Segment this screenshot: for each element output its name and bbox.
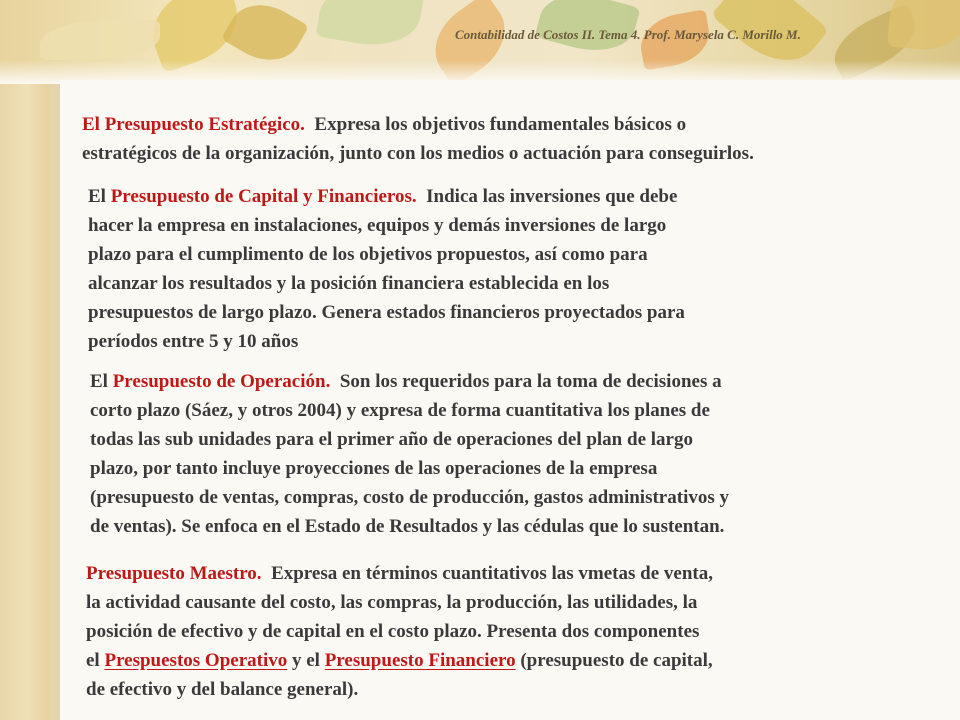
- leaf-decoration: [316, 0, 425, 53]
- text-line: (presupuesto de ventas, compras, costo de producción, gastos administrativos y: [90, 487, 729, 508]
- course-credit: Contabilidad de Costos II. Tema 4. Prof. Marysela C. Morillo M.: [455, 27, 801, 42]
- text-line: alcanzar los resultados y la posición financiera establecida en los: [88, 273, 610, 294]
- paragraph-presupuesto-capital: [88, 182, 888, 356]
- term-prefix: El: [90, 371, 113, 392]
- text-line: de ventas). Se enfoca en el Estado de Resultados y las cédulas que lo sustentan.: [90, 516, 725, 537]
- term-prefix: El: [88, 186, 111, 207]
- text-line: Expresa en términos cuantitativos las vmetas de venta,: [271, 563, 713, 584]
- link-presupuesto-financiero[interactable]: Presupuesto Financiero: [324, 650, 516, 671]
- text-line: todas las sub unidades para el primer año de operaciones del plan de largo: [90, 429, 693, 450]
- leaf-decoration: [40, 20, 160, 60]
- text-line: estratégicos de la organización, junto con los medios o actuación para conseguirlos.: [82, 143, 754, 164]
- term-label: Presupuesto de Operación.: [112, 371, 331, 392]
- text-line: corto plazo (Sáez, y otros 2004) y expresa de forma cuantitativa los planes de: [90, 400, 710, 421]
- text-line: posición de efectivo y de capital en el costo plazo. Presenta dos componentes: [86, 621, 700, 642]
- paragraph-presupuesto-maestro: [86, 559, 931, 704]
- parchment-strip: [0, 0, 60, 720]
- term-label: Presupuesto de Capital y Financieros.: [110, 186, 417, 207]
- text-line: de efectivo y del balance general).: [86, 679, 359, 700]
- paragraph-presupuesto-operacion: [90, 367, 935, 541]
- text-line: plazo para el cumplimento de los objetivos propuestos, así como para: [88, 244, 648, 265]
- text-line: períodos entre 5 y 10 años: [88, 331, 299, 352]
- text-line-pre: el: [86, 650, 105, 671]
- paragraph-presupuesto-estrategico: [82, 110, 952, 168]
- text-line: Son los requeridos para la toma de decisiones a: [339, 371, 722, 392]
- term-label: El Presupuesto Estratégico.: [82, 114, 305, 135]
- text-line: plazo, por tanto incluye proyecciones de las operaciones de la empresa: [90, 458, 658, 479]
- text-line: presupuestos de largo plazo. Genera estados financieros proyectados para: [88, 302, 685, 323]
- banner-fade: [0, 60, 960, 84]
- text-line: Indica las inversiones que debe: [426, 186, 678, 207]
- text-line-mid: y el: [287, 650, 325, 671]
- term-label: Presupuesto Maestro.: [86, 563, 262, 584]
- link-presupuesto-operativo[interactable]: Prespuestos Operativo: [104, 650, 288, 671]
- text-line: la actividad causante del costo, las compras, la producción, las utilidades, la: [86, 592, 698, 613]
- text-line-post: (presupuesto de capital,: [515, 650, 713, 671]
- text-line: hacer la empresa en instalaciones, equipos y demás inversiones de largo: [88, 215, 667, 236]
- text-line: Expresa los objetivos fundamentales básicos o: [314, 114, 687, 135]
